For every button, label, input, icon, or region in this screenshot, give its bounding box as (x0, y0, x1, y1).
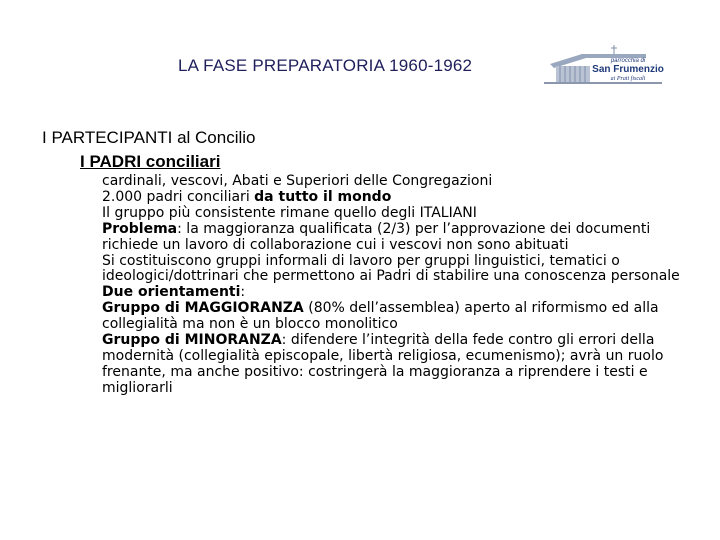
logo-line-1: parrocchia di (610, 58, 646, 64)
section-heading: I PARTECIPANTI al Concilio (42, 128, 256, 147)
line-informal-groups: Si costituiscono gruppi informali di lavoro per gruppi linguistici, tematici o ideologici/dottrinari che permettono ai Padri di stabilire una conoscenza personale (102, 252, 680, 285)
logo-line-2: San Frumenzio (592, 64, 664, 75)
line-two-orientations: Due orientamenti: (102, 284, 246, 301)
line-number-of-fathers: 2.000 padri conciliari da tutto il mondo (102, 188, 392, 205)
slide-title: LA FASE PREPARATORIA 1960-1962 (178, 56, 473, 75)
line-minority-group: Gruppo di MINORANZA: difendere l’integrità della fede contro gli errori della modernità (collegialità episcopale, libertà religiosa, ecumenismo); avrà un ruolo frenante, ma anche positivo: costringerà la maggioranza a riprendere i testi e migliorarli (102, 332, 664, 396)
church-logo-icon (542, 42, 664, 90)
line-problem: Problema: la maggioranza qualificata (2/3) per l’approvazione dei documenti richiede un lavoro di collaborazione cui i vescovi non sono abituati (102, 220, 651, 253)
line-majority-group: Gruppo di MAGGIORANZA (80% dell’assemblea) aperto al riformismo ed alla collegialità ma non è un blocco monolitico (102, 300, 659, 333)
section-subheading: I PADRI conciliari (80, 152, 221, 171)
logo-line-3: ai Prati fiscali (610, 76, 646, 82)
line-italians: Il gruppo più consistente rimane quello degli ITALIANI (102, 204, 477, 221)
parish-logo (542, 42, 664, 90)
line-participants: cardinali, vescovi, Abati e Superiori delle Congregazioni (102, 173, 493, 189)
slide-body (102, 174, 682, 397)
